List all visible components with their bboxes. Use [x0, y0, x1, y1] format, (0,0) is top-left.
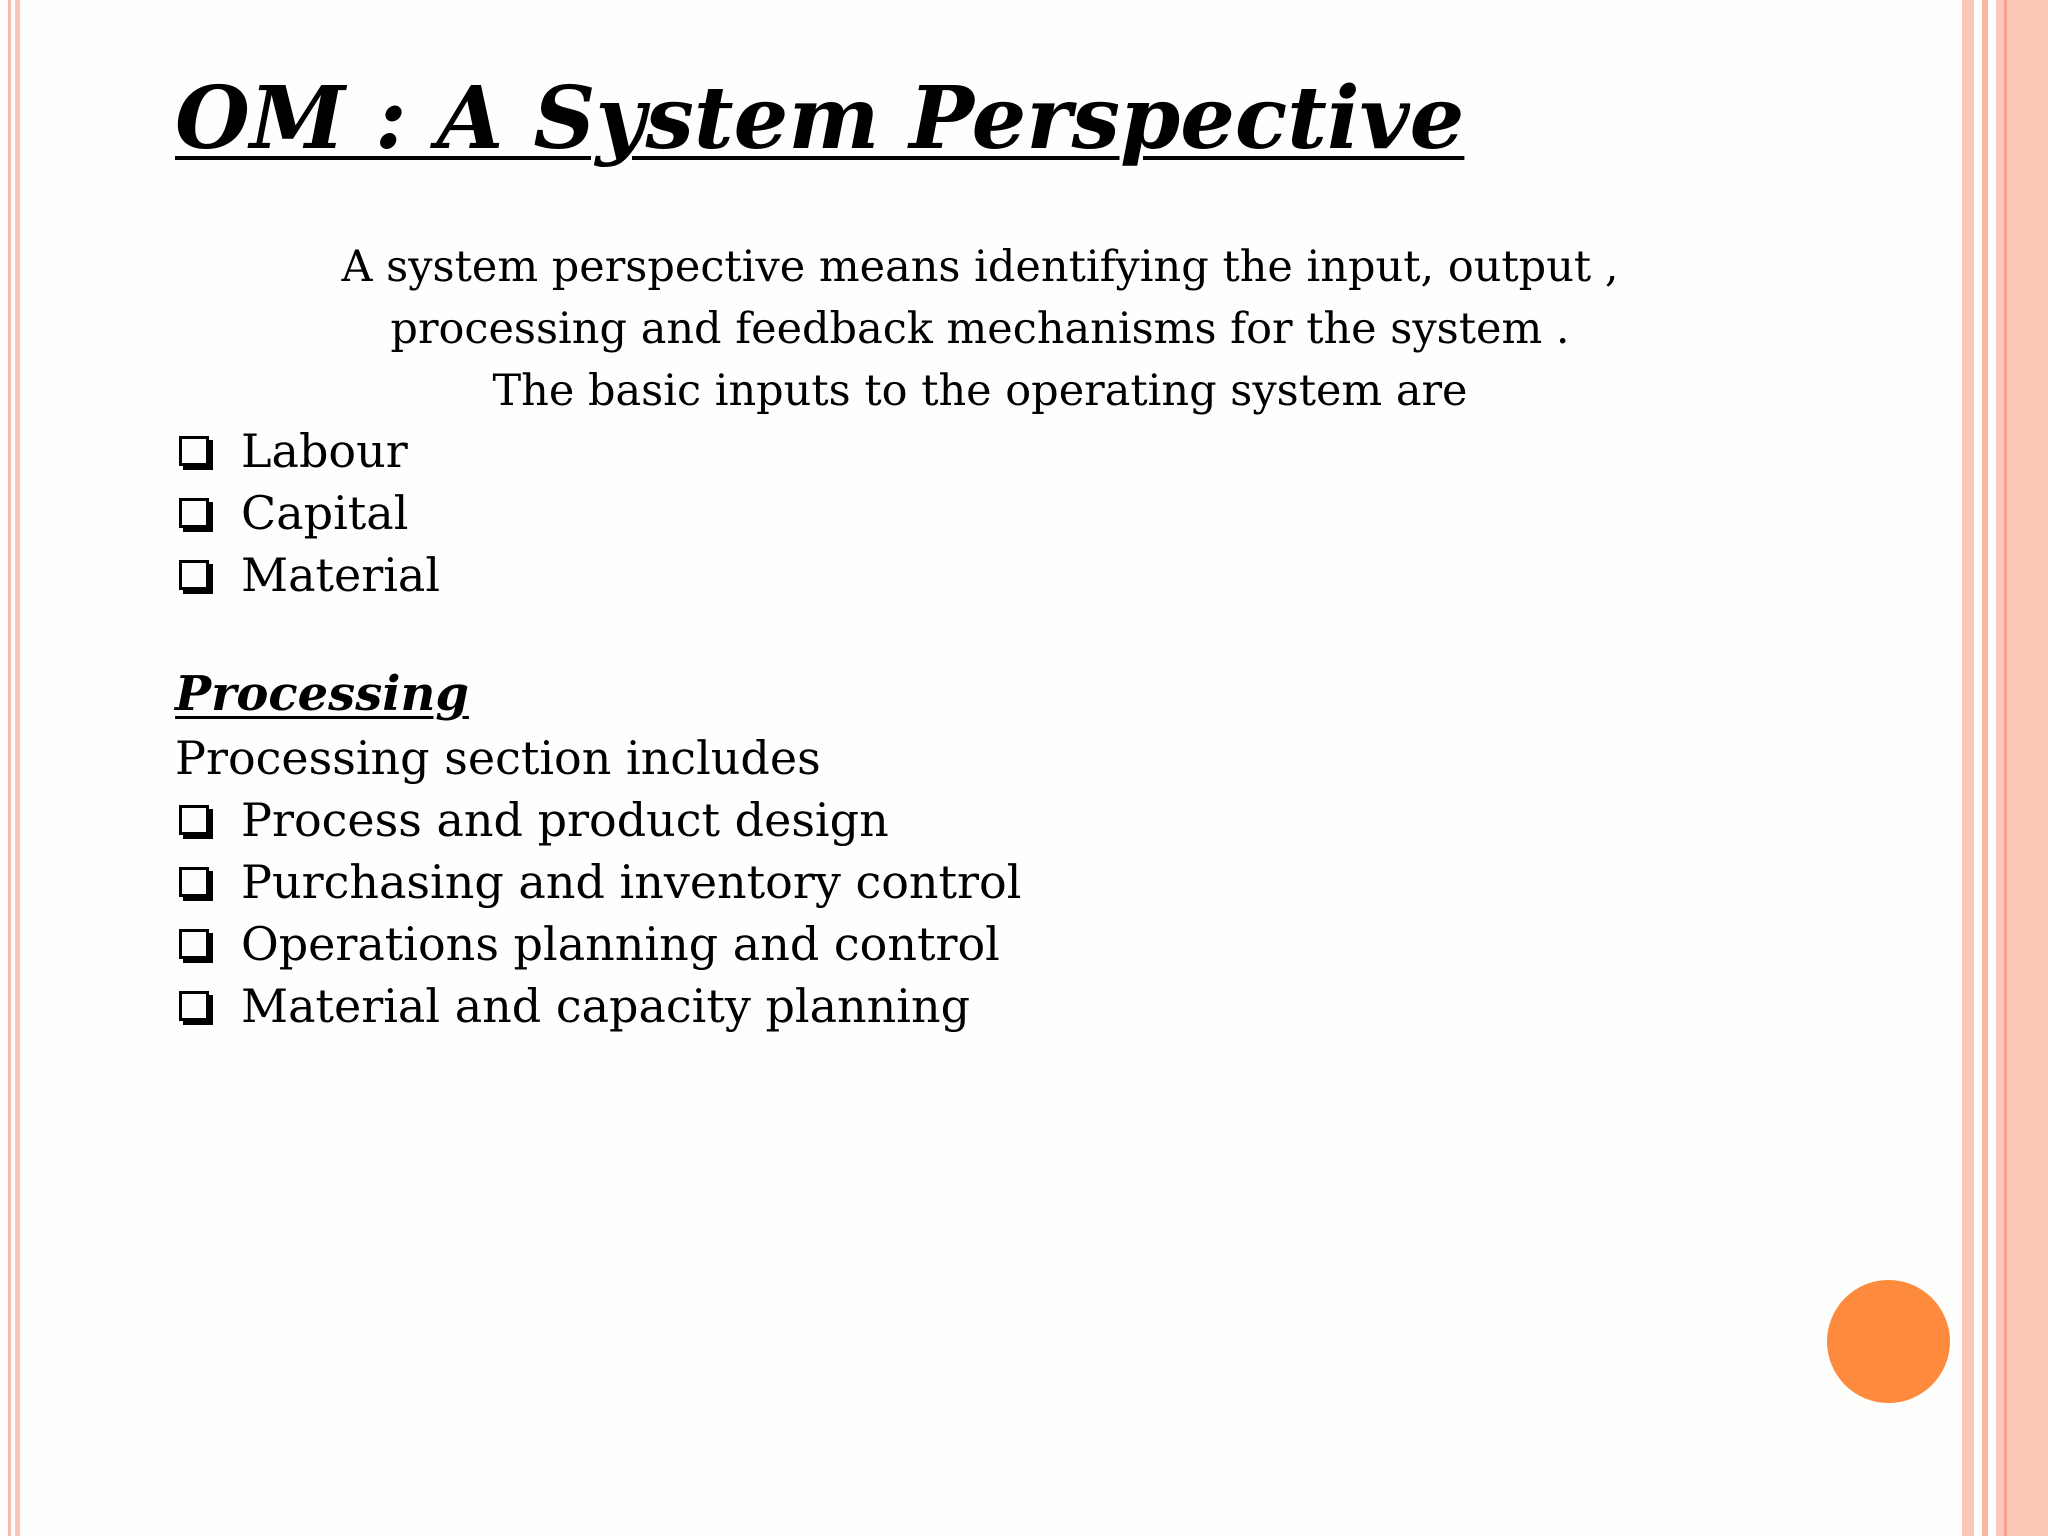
- checkbox-icon: [179, 805, 209, 835]
- checkbox-icon: [179, 867, 209, 897]
- processing-heading: Processing: [175, 666, 469, 722]
- list-item: [175, 789, 1021, 851]
- list-item-label: Labour: [241, 424, 408, 478]
- right-border-decoration: [1960, 0, 2048, 1536]
- inputs-list: [175, 420, 440, 606]
- right-border-accent-line: [2004, 0, 2007, 1536]
- intro-line-2: processing and feedback mechanisms for the system .: [390, 304, 1570, 354]
- intro-paragraph: [175, 236, 1785, 422]
- list-item: [175, 420, 440, 482]
- list-item: [175, 482, 440, 544]
- left-border-decoration: [0, 0, 24, 1536]
- list-item-label: Material and capacity planning: [241, 979, 971, 1033]
- orange-circle-icon: [1827, 1280, 1950, 1403]
- intro-line-3: The basic inputs to the operating system are: [492, 366, 1468, 416]
- checkbox-icon: [179, 436, 209, 466]
- processing-list: [175, 789, 1021, 1037]
- list-item: [175, 544, 440, 606]
- slide-title: OM : A System Perspective: [175, 68, 1465, 169]
- list-item-label: Operations planning and control: [241, 917, 1000, 971]
- list-item-label: Material: [241, 548, 441, 602]
- list-item: [175, 975, 1021, 1037]
- processing-intro: Processing section includes: [175, 731, 821, 785]
- checkbox-icon: [179, 560, 209, 590]
- list-item-label: Process and product design: [241, 793, 889, 847]
- list-item: [175, 913, 1021, 975]
- list-item-label: Purchasing and inventory control: [241, 855, 1022, 909]
- list-item-label: Capital: [241, 486, 409, 540]
- list-item: [175, 851, 1021, 913]
- checkbox-icon: [179, 498, 209, 528]
- checkbox-icon: [179, 991, 209, 1021]
- intro-line-1: A system perspective means identifying the input, output ,: [341, 242, 1619, 292]
- checkbox-icon: [179, 929, 209, 959]
